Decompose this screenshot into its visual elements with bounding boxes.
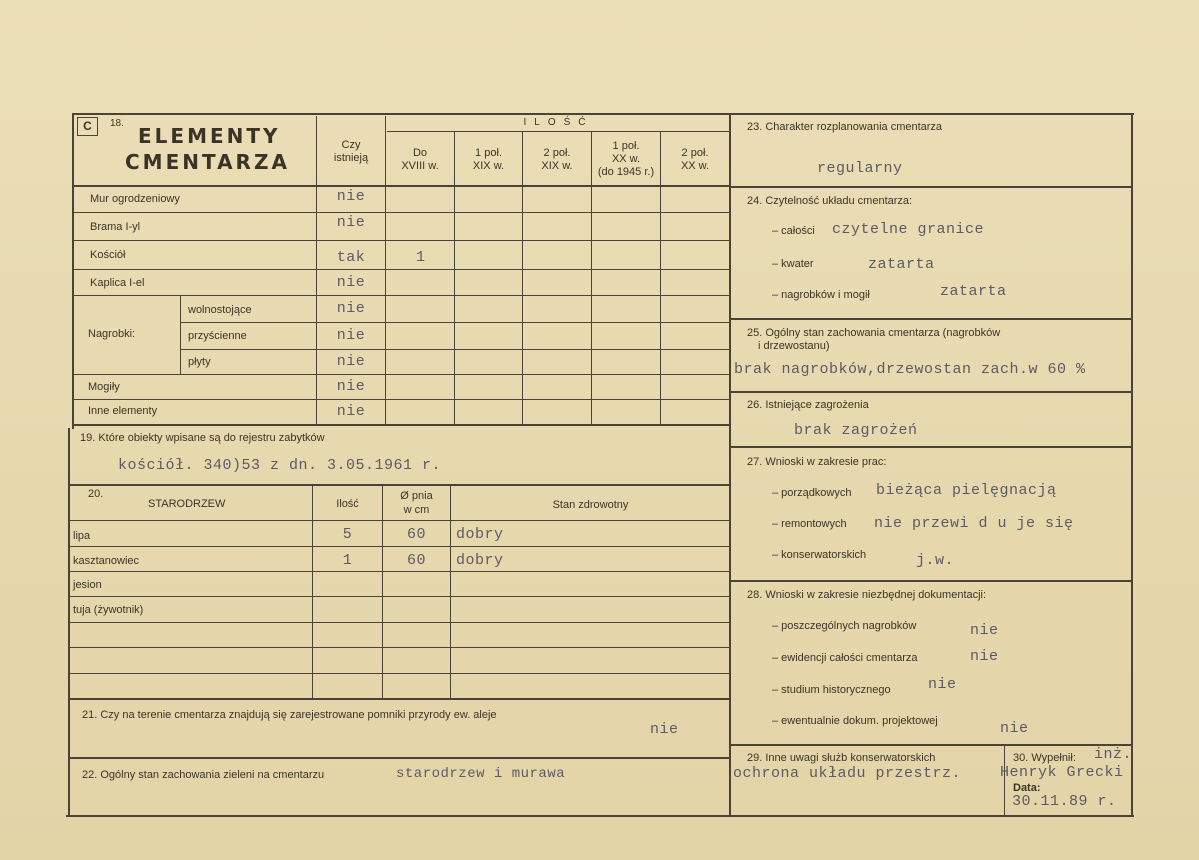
rule	[72, 424, 730, 426]
tree-condition: dobry	[456, 526, 504, 543]
tree-name: tuja (żywotnik)	[73, 604, 144, 616]
period-header: (do 1945 r.)	[597, 166, 655, 178]
rule	[730, 186, 1132, 188]
section-25-value: brak nagrobków,drzewostan zach.w 60 %	[734, 361, 1086, 378]
frame-right	[1131, 113, 1133, 816]
rule	[454, 131, 455, 425]
period-header: Do	[412, 147, 428, 159]
section-18-number: 18.	[110, 118, 124, 129]
column-divider	[729, 113, 731, 816]
works-value: nie przewi d u je się	[874, 515, 1074, 532]
nagrobki-exists: nie	[336, 327, 366, 344]
section-21-label: 21. Czy na terenie cmentarza znajdują się zarejestrowane pomniki przyrody ew. aleje	[82, 709, 497, 721]
period-header: XIX w.	[472, 160, 505, 172]
documentation-label: – studium historycznego	[772, 684, 891, 696]
period-header: XX w.	[680, 160, 710, 172]
period-header: XVIII w.	[401, 160, 439, 172]
rule	[180, 322, 730, 323]
filler-name: Henryk Grecki	[1000, 764, 1124, 781]
period-header: XX w.	[611, 153, 641, 165]
section-25-label-cont: i drzewostanu)	[758, 340, 830, 352]
filler-title: inż.	[1094, 746, 1133, 763]
rule	[72, 374, 730, 375]
section-23-label: 23. Charakter rozplanowania cmentarza	[747, 121, 943, 133]
tree-name: jesion	[73, 579, 102, 591]
element-exists: nie	[336, 188, 366, 205]
nagrobki-exists: nie	[336, 353, 366, 370]
element-exists: tak	[336, 249, 366, 266]
readability-value: zatarta	[940, 283, 1007, 300]
frame-left-upper	[72, 113, 74, 429]
section-23-value: regularny	[817, 160, 903, 177]
tree-condition: dobry	[456, 552, 504, 569]
readability-label: – nagrobków i mogił	[772, 289, 870, 301]
readability-value: zatarta	[868, 256, 935, 273]
rule	[68, 673, 730, 674]
period-header: 1 poł.	[612, 140, 640, 152]
rule	[730, 318, 1132, 320]
rule	[68, 520, 730, 521]
nagrobki-label: Nagrobki:	[88, 328, 136, 340]
section-19-value: kościół. 340)53 z dn. 3.05.1961 r.	[118, 457, 442, 474]
section-22-label: 22. Ogólny stan zachowania zieleni na cmentarzu	[82, 769, 325, 781]
works-value: bieżąca pielęgnacją	[876, 482, 1057, 499]
readability-label: – kwater	[772, 258, 814, 270]
rule	[660, 131, 661, 425]
date-value: 30.11.89 r.	[1012, 793, 1117, 810]
tree-name: kasztanowiec	[73, 555, 140, 567]
element-label: Kościół	[90, 249, 126, 261]
rule	[68, 484, 730, 486]
period-header: 2 poł.	[681, 147, 709, 159]
starodrzew-header-stan: Stan zdrowotny	[552, 499, 629, 511]
element-label: Kaplica I-el	[90, 277, 145, 289]
documentation-value: nie	[970, 648, 999, 665]
rule	[72, 295, 730, 296]
rule	[68, 546, 730, 547]
rule	[72, 269, 730, 270]
section-24-label: 24. Czytelność układu cmentarza:	[747, 195, 913, 207]
frame-top	[72, 113, 1134, 115]
section-21-value: nie	[650, 721, 679, 738]
works-label: – porządkowych	[772, 487, 852, 499]
period-header: XIX w.	[541, 160, 573, 172]
section-30-label: 30. Wypełnił:	[1013, 752, 1076, 764]
starodrzew-header-ilosc: Ilość	[336, 498, 359, 510]
nagrobki-exists: nie	[336, 300, 366, 317]
rule	[68, 698, 730, 700]
nagrobki-type: płyty	[188, 356, 211, 368]
works-label: – konserwatorskich	[772, 549, 867, 561]
documentation-label: – ewentualnie dokum. projektowej	[772, 715, 938, 727]
section-27-label: 27. Wnioski w zakresie prac:	[747, 456, 887, 468]
element-label: Inne elementy	[88, 405, 158, 417]
rule	[730, 580, 1132, 582]
section-19-label: 19. Które obiekty wpisane są do rejestru zabytków	[80, 432, 325, 444]
section-20-number: 20.	[88, 488, 104, 500]
exists-header-line2: istnieją	[333, 152, 369, 164]
documentation-label: – poszczególnych nagrobków	[772, 620, 917, 632]
nagrobki-type: przyścienne	[188, 330, 247, 342]
rule	[68, 647, 730, 648]
section-29-value: ochrona układu przestrz.	[733, 765, 962, 782]
rule	[68, 596, 730, 597]
rule	[450, 484, 451, 698]
section-20-title: STARODRZEW	[148, 498, 226, 510]
rule	[180, 349, 730, 350]
element-exists: nie	[336, 378, 366, 395]
rule	[730, 446, 1132, 448]
works-value: j.w.	[916, 552, 955, 569]
rule	[730, 744, 1132, 746]
tree-diameter: 60	[406, 552, 426, 569]
rule	[68, 571, 730, 572]
tree-diameter: 60	[406, 526, 426, 543]
rule	[180, 295, 181, 374]
starodrzew-header-phi: Ø pnia	[400, 490, 433, 502]
rule	[387, 131, 730, 132]
tree-name: lipa	[73, 530, 91, 542]
period-header: 2 poł.	[543, 147, 571, 159]
rule	[68, 622, 730, 623]
section-25-label: 25. Ogólny stan zachowania cmentarza (nagrobków	[747, 327, 1001, 339]
section-22-value: starodrzew i murawa	[396, 766, 566, 782]
rule	[730, 391, 1132, 393]
rule	[68, 757, 730, 759]
readability-label: – całości	[772, 225, 815, 237]
tree-count: 5	[342, 526, 353, 543]
rule	[316, 116, 317, 425]
starodrzew-header-phi: w cm	[403, 504, 430, 516]
documentation-value: nie	[928, 676, 957, 693]
element-count: 1	[416, 249, 426, 266]
element-label: Mur ogrodzeniowy	[90, 193, 180, 205]
date-label: Data:	[1013, 782, 1041, 794]
section-29-label: 29. Inne uwagi służb konserwatorskich	[747, 752, 936, 764]
section-18-title-line2: CMENTARZA	[125, 150, 290, 174]
tree-count: 1	[342, 552, 353, 569]
section-26-label: 26. Istniejące zagrożenia	[747, 399, 869, 411]
ilosc-header: ILOŚĆ	[523, 117, 594, 128]
section-28-label: 28. Wnioski w zakresie niezbędnej dokumentacji:	[747, 589, 987, 601]
rule	[312, 484, 313, 698]
section-26-value: brak zagrożeń	[794, 422, 918, 439]
rule	[72, 399, 730, 400]
element-exists: nie	[336, 274, 366, 291]
element-exists: nie	[336, 214, 366, 231]
rule	[72, 240, 730, 241]
exists-header-line1: Czy	[341, 139, 361, 151]
works-label: – remontowych	[772, 518, 847, 530]
section-18-title-line1: ELEMENTY	[138, 124, 281, 148]
form-letter-box: C	[77, 117, 98, 136]
rule	[522, 131, 523, 425]
documentation-value: nie	[970, 622, 999, 639]
nagrobki-type: wolnostojące	[188, 304, 252, 316]
element-label: Mogiły	[88, 381, 120, 393]
frame-bottom	[66, 815, 1134, 817]
documentation-value: nie	[1000, 720, 1029, 737]
element-exists: nie	[336, 403, 366, 420]
documentation-label: – ewidencji całości cmentarza	[772, 652, 918, 664]
readability-value: czytelne granice	[832, 221, 985, 238]
period-header: 1 poł.	[475, 147, 502, 159]
rule	[72, 185, 730, 187]
rule	[72, 212, 730, 213]
element-label: Brama I-yl	[90, 221, 141, 233]
